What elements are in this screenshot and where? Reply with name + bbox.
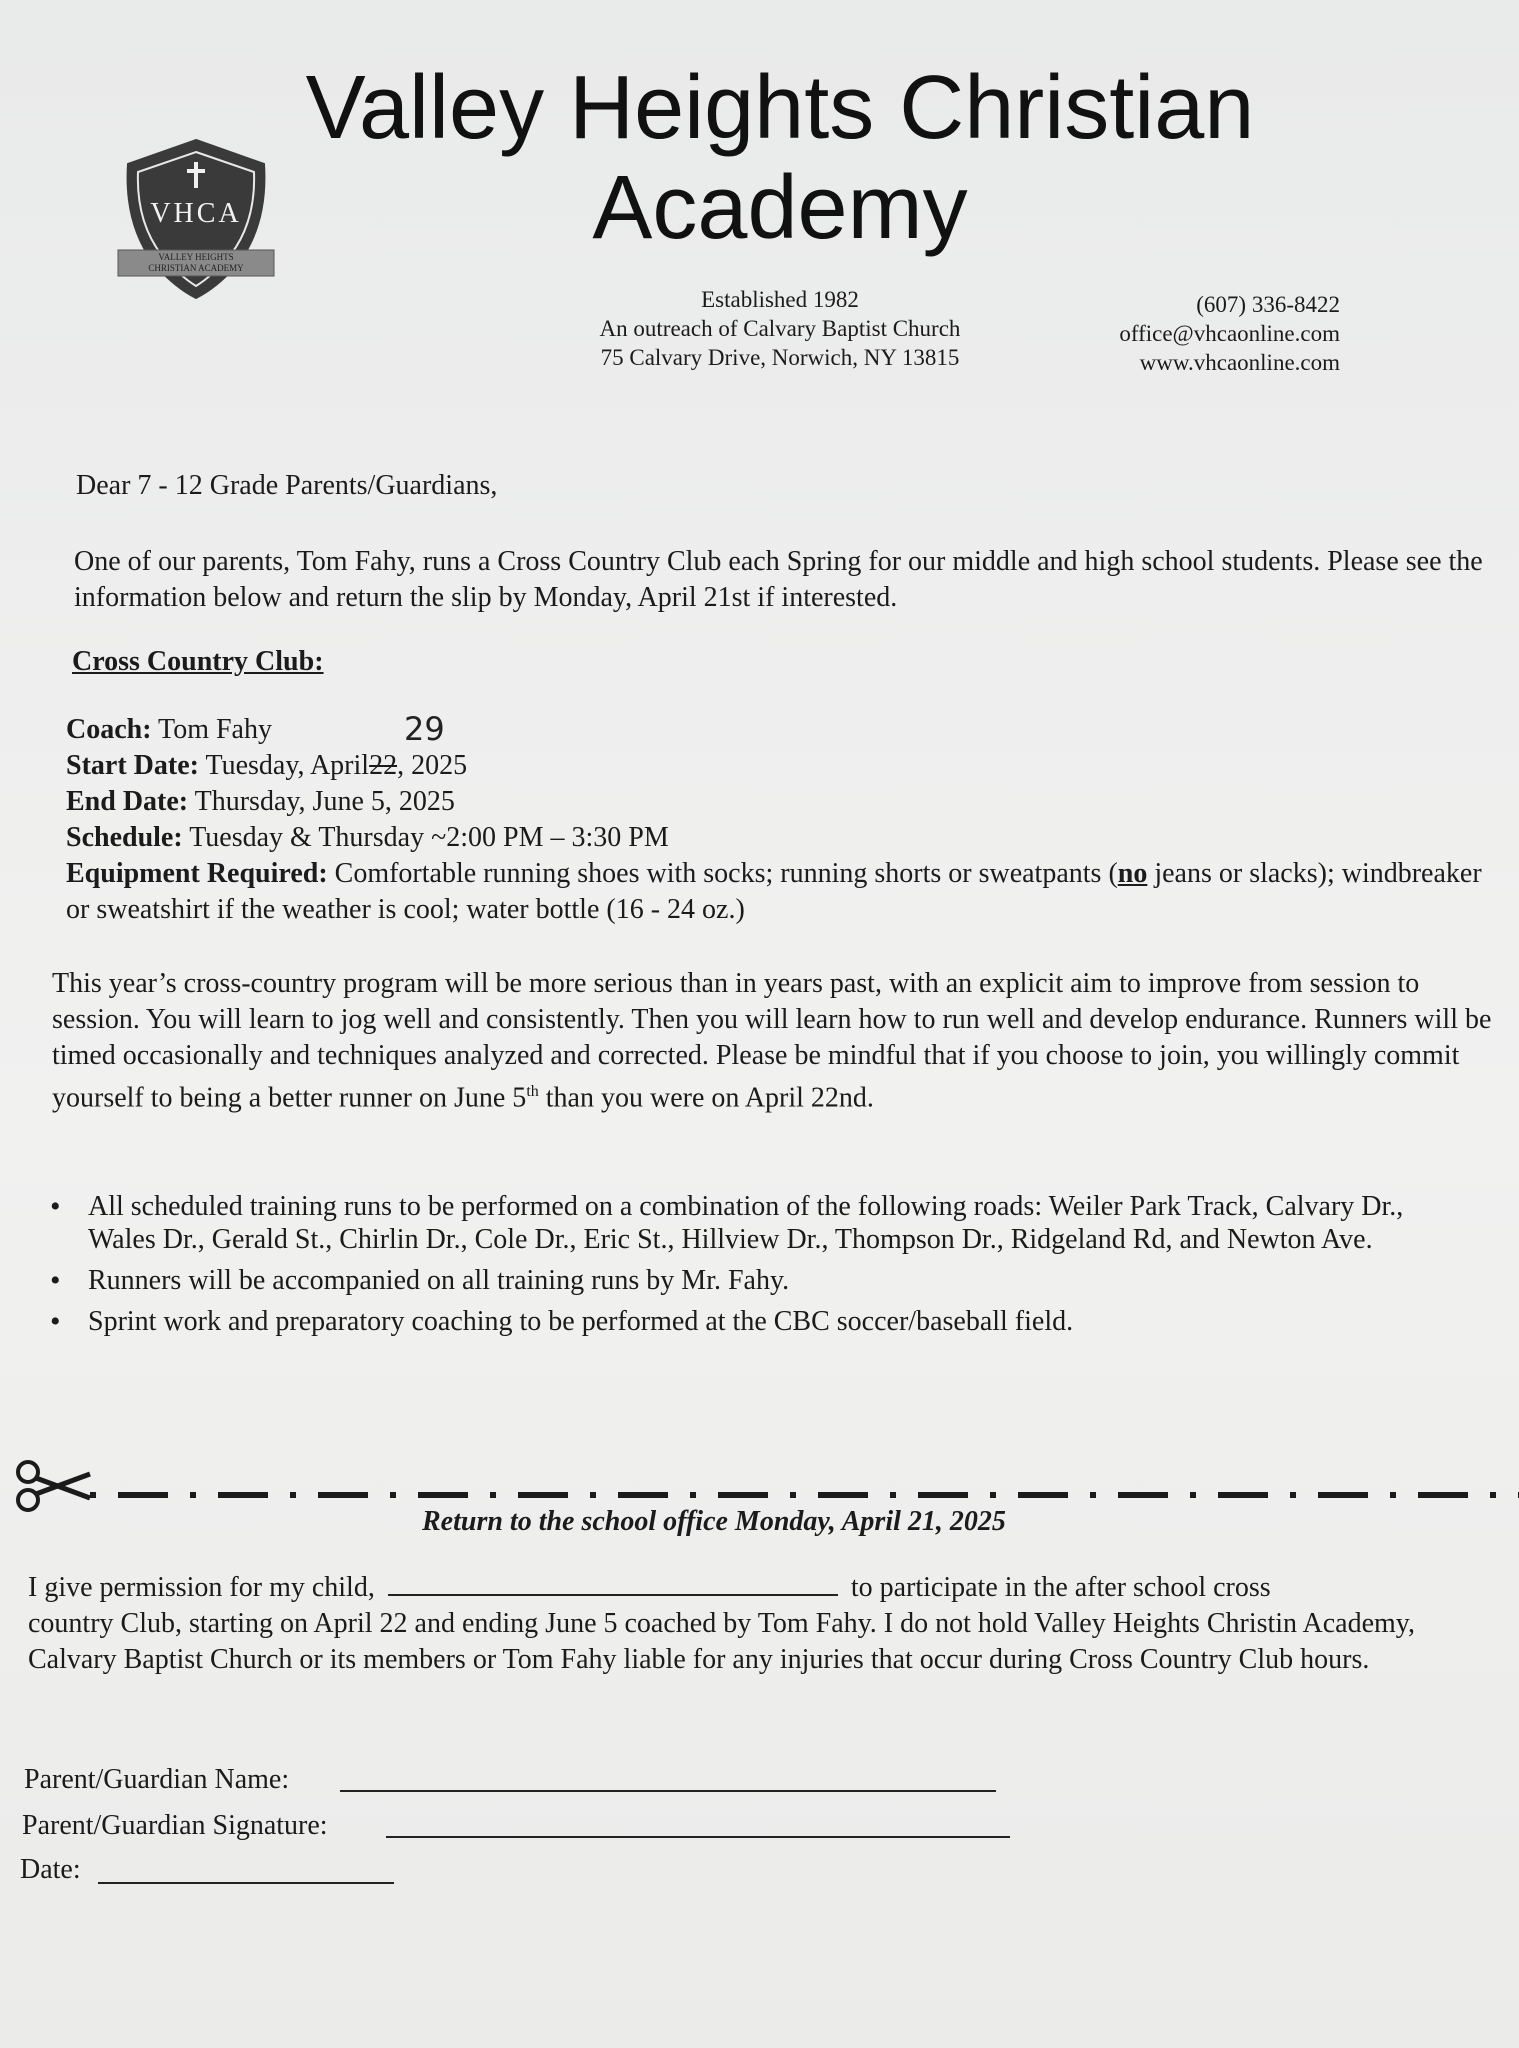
name-label: Parent/Guardian Name:: [24, 1764, 290, 1795]
parent-name-field[interactable]: [340, 1790, 996, 1792]
end-line: [66, 784, 1506, 820]
equipment-value-start: Comfortable running shoes with socks; running shorts or sweatpants (: [334, 858, 1118, 889]
cut-line: [90, 1488, 1519, 1502]
school-logo: [116, 136, 276, 306]
permission-mid: to participate in the after school cross: [850, 1572, 1271, 1603]
program-paragraph: [52, 966, 1492, 1116]
header-info: [560, 285, 1000, 372]
coach-value: Tom Fahy: [158, 714, 272, 745]
schedule-label: Schedule:: [66, 822, 183, 853]
date-field[interactable]: [98, 1882, 394, 1884]
start-value-year: , 2025: [397, 750, 468, 781]
date-label: Date:: [20, 1854, 81, 1885]
program-text: This year’s cross-country program will be more serious than in years past, with an explicit aim to improve from session to session. You will learn to jog well and consistently. Then you will learn how to run well and develop endurance. Runners will be timed occasionally and techniques analyzed and corrected. Please be mindful that if you choose to join, you willingly commit yourself to being a better runner on June 5: [52, 968, 1492, 1114]
equipment-line: [66, 856, 1506, 928]
established-text: Established 1982: [701, 287, 859, 312]
list-item: • All scheduled training runs to be performed on a combination of the following roads: Weiler Park Track, Calvary Dr., Wales Dr., Gerald St., Chirlin Dr., Cole Dr., Eric St., Hillview Dr., Thompson Dr., Ridgeland Rd, and Newton Ave.: [46, 1190, 1476, 1256]
permission-first-line: [28, 1570, 1498, 1606]
outreach-text: An outreach of Calvary Baptist Church: [599, 316, 961, 341]
phone-text: (607) 336-8422: [1196, 292, 1340, 317]
start-value: Tuesday, April: [205, 750, 370, 781]
coach-line: [66, 712, 1506, 748]
child-name-field[interactable]: [388, 1572, 838, 1596]
return-notice: Return to the school office Monday, April 21, 2025: [422, 1506, 1006, 1537]
rules-list: [46, 1190, 1476, 1346]
permission-start: I give permission for my child,: [28, 1572, 375, 1603]
program-superscript: th: [526, 1083, 539, 1100]
logo-subtext-1: VALLEY HEIGHTS: [158, 252, 234, 262]
club-details: [66, 712, 1506, 928]
start-label: Start Date:: [66, 750, 199, 781]
start-value-struck: 22: [369, 750, 398, 781]
equipment-no-emphasis: no: [1117, 858, 1148, 889]
coach-label: Coach:: [66, 714, 152, 745]
handwritten-correction: 29: [404, 710, 445, 748]
logo-text: VHCA: [150, 198, 242, 229]
equipment-label: Equipment Required:: [66, 858, 328, 889]
school-title-line1: Valley Heights Christian: [305, 58, 1255, 158]
email-text: office@vhcaonline.com: [1119, 321, 1340, 346]
section-title: Cross Country Club:: [72, 646, 324, 677]
scissors-icon: [14, 1458, 94, 1514]
website-text: www.vhcaonline.com: [1139, 350, 1340, 375]
list-item: • Runners will be accompanied on all training runs by Mr. Fahy.: [46, 1264, 1476, 1297]
school-title: [270, 58, 1290, 258]
logo-subtext-2: CHRISTIAN ACADEMY: [148, 263, 244, 273]
permission-paragraph: [28, 1570, 1498, 1678]
salutation: Dear 7 - 12 Grade Parents/Guardians,: [76, 470, 498, 501]
parent-signature-field[interactable]: [386, 1836, 1010, 1838]
schedule-value: Tuesday & Thursday ~2:00 PM – 3:30 PM: [189, 822, 669, 853]
equipment-value-end: jeans or slacks); windbreaker or sweatshirt if the weather is cool; water bottle (16 - 24 oz.): [66, 858, 1482, 925]
intro-paragraph: One of our parents, Tom Fahy, runs a Cross Country Club each Spring for our middle and high school students. Please see the information below and return the slip by Monday, April 21st if interested.: [74, 546, 1483, 613]
program-text-end: than you were on April 22nd.: [538, 1082, 874, 1114]
start-line: [66, 748, 1506, 784]
contact-info: [1040, 290, 1340, 377]
end-label: End Date:: [66, 786, 189, 817]
signature-label: Parent/Guardian Signature:: [22, 1810, 328, 1841]
end-value: Thursday, June 5, 2025: [194, 786, 455, 817]
list-item: • Sprint work and preparatory coaching to be performed at the CBC soccer/baseball field.: [46, 1305, 1476, 1338]
permission-rest: country Club, starting on April 22 and ending June 5 coached by Tom Fahy. I do not hold Valley Heights Christin Academy, Calvary Baptist Church or its members or Tom Fahy liable for any injuries that occur during Cross Country Club hours.: [28, 1608, 1415, 1675]
address-text: 75 Calvary Drive, Norwich, NY 13815: [600, 345, 960, 370]
school-title-line2: Academy: [592, 158, 968, 258]
schedule-line: [66, 820, 1506, 856]
